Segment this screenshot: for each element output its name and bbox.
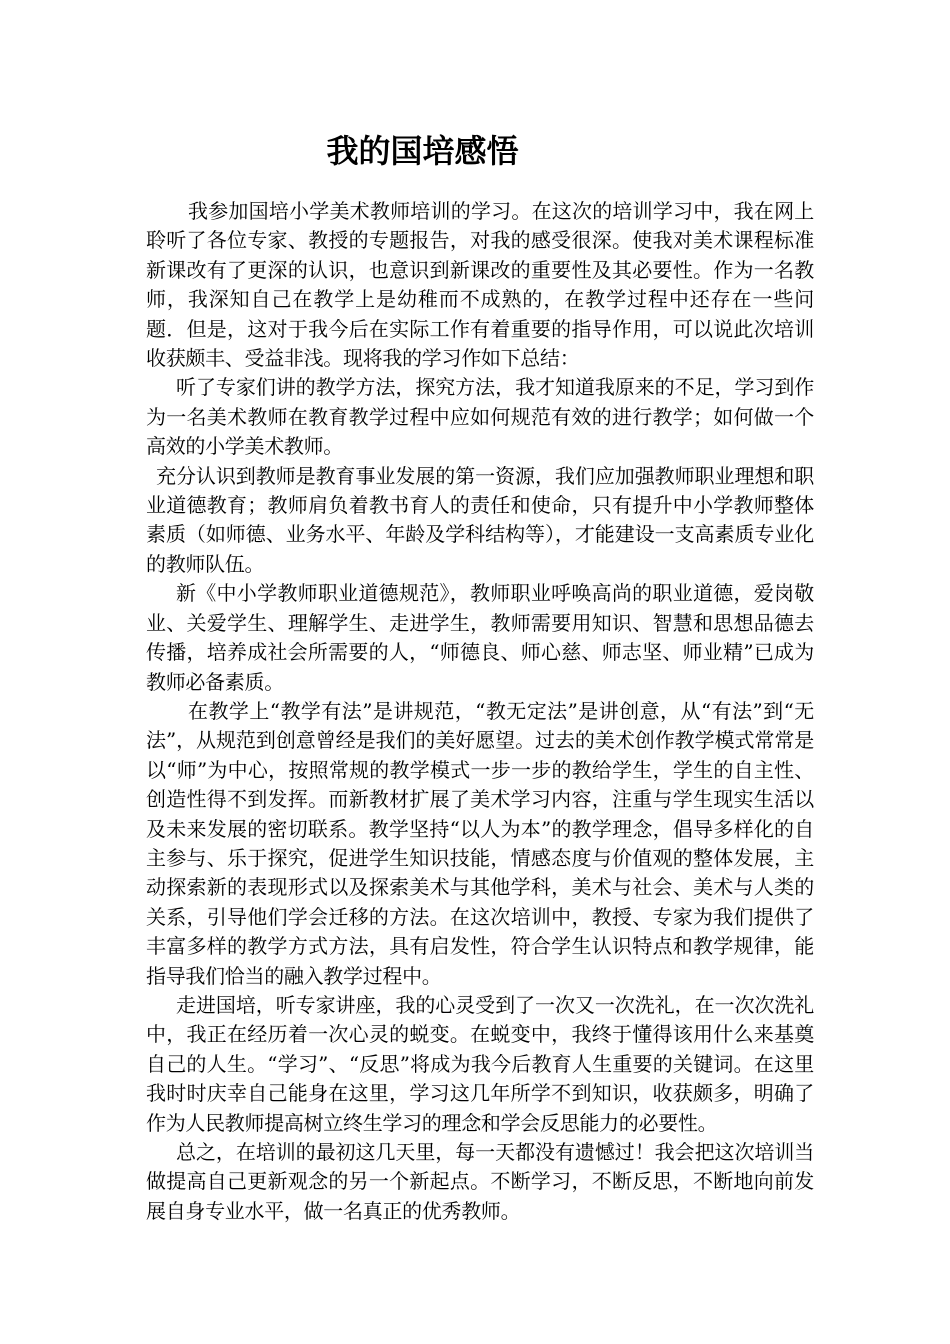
- paragraph-teacher-resource: 充分认识到教师是教育事业发展的第一资源，我们应加强教师职业理想和职业道德教育；教师肩负着教书育人的责任和使命，只有提升中小学教师整体素质（如师德、业务水平、年龄及学科结构等），才能建设一支高素质专业化的教师队伍。: [146, 463, 814, 576]
- paragraph-conclusion: 总之，在培训的最初这几天里，每一天都没有遗憾过！我会把这次培训当做提高自己更新观念的另一个新起点。不断学习，不断反思，不断地向前发展自身专业水平，做一名真正的优秀教师。: [146, 1140, 814, 1223]
- paragraph-intro: 我参加国培小学美术教师培训的学习。在这次的培训学习中，我在网上聆听了各位专家、教授的专题报告，对我的感受很深。使我对美术课程标准新课改有了更深的认识，也意识到新课改的重要性及其必要性。作为一名教师，我深知自己在教学上是幼稚而不成熟的，在教学过程中还存在一些问题．但是，这对于我今后在实际工作有着重要的指导作用，可以说此次培训收获颇丰、受益非浅。现将我的学习作如下总结：: [146, 199, 814, 371]
- paragraph-teaching-rules: 在教学上“教学有法”是讲规范，“教无定法”是讲创意，从“有法”到“无法”，从规范到创意曾经是我们的美好愿望。过去的美术创作教学模式常常是以“师”为中心，按照常规的教学模式一步一步的教给学生，学生的自主性、创造性得不到发挥。而新教材扩展了美术学习内容，注重与学生现实生活以及未来发展的密切联系。教学坚持“以人为本”的教学理念，倡导多样化的自主参与、乐于探究，促进学生知识技能，情感态度与价值观的整体发展，主动探索新的表现形式以及探索美术与其他学科，美术与社会、美术与人类的关系，引导他们学会迁移的方法。在这次培训中，教授、专家为我们提供了丰富多样的教学方式方法，具有启发性，符合学生认识特点和教学规律，能指导我们恰当的融入教学过程中。: [146, 698, 814, 988]
- document-body: [146, 197, 814, 1226]
- paragraph-ethics-code: 新《中小学教师职业道德规范》，教师职业呼唤高尚的职业道德，爱岗敬业、关爱学生、理解学生、走进学生，教师需要用知识、智慧和思想品德去传播，培养成社会所需要的人，“师德良、师心慈、师志坚、师业精”已成为教师必备素质。: [146, 581, 814, 694]
- document-title: 我的国培感悟: [326, 132, 519, 170]
- paragraph-guopei-experience: 走进国培，听专家讲座，我的心灵受到了一次又一次洗礼，在一次次洗礼中，我正在经历着一次心灵的蜕变。在蜕变中，我终于懂得该用什么来基奠自己的人生。“学习”、“反思”将成为我今后教育人生重要的关键词。在这里我时时庆幸自己能身在这里，学习这几年所学不到知识，收获颇多，明确了作为人民教师提高树立终生学习的理念和学会反思能力的必要性。: [146, 992, 814, 1135]
- paragraph-teaching-methods: 听了专家们讲的教学方法，探究方法，我才知道我原来的不足，学习到作为一名美术教师在教育教学过程中应如何规范有效的进行教学；如何做一个高效的小学美术教师。: [146, 375, 814, 459]
